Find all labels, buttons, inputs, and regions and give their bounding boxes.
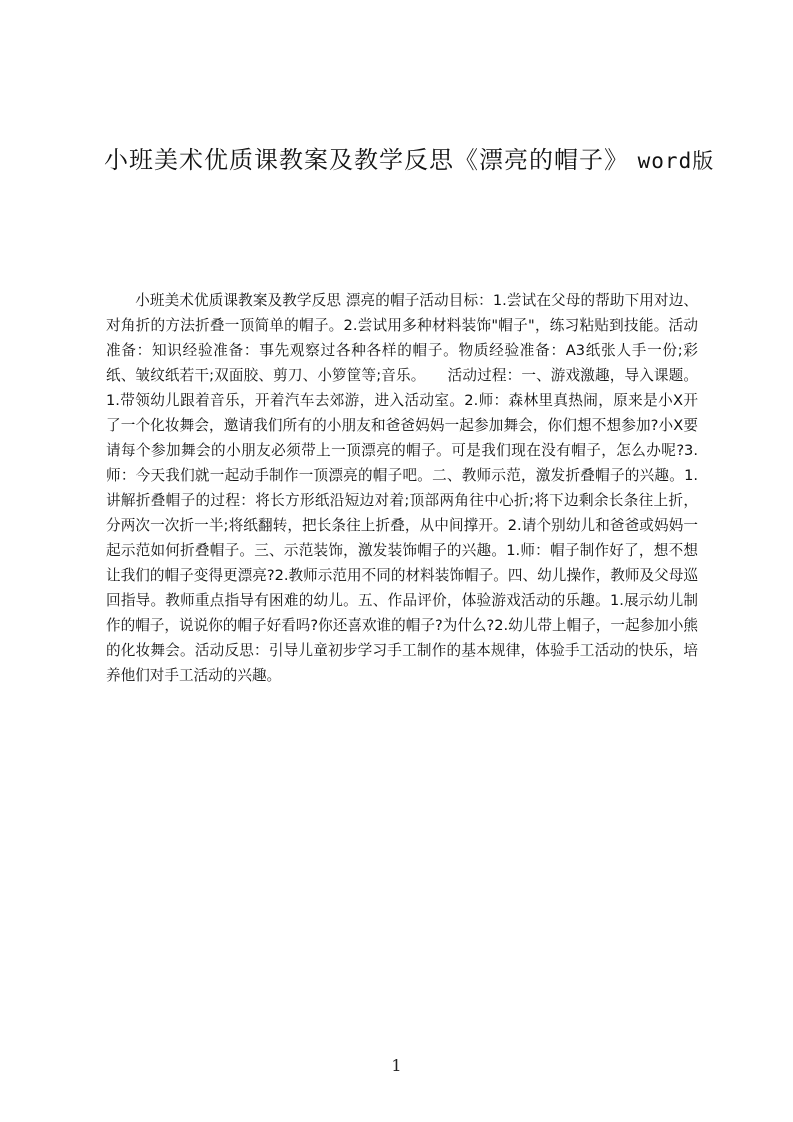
- document-title: [104, 140, 744, 175]
- document-title-suffix: word版: [637, 149, 715, 173]
- document-body-paragraph: 小班美术优质课教案及教学反思 漂亮的帽子活动目标：1.尝试在父母的帮助下用对边、对角折的方法折叠一顶简单的帽子。2.尝试用多种材料装饰"帽子"，练习粘贴到技能。活动准备：知识经验准备：事先观察过各种各样的帽子。物质经验准备：A3纸张人手一份;彩纸、皱纹纸若干;双面胶、剪刀、小箩筐等;音乐。 活动过程：一、游戏激趣，导入课题。1.带领幼儿跟着音乐，开着汽车去郊游，进入活动室。2.师：森林里真热闹，原来是小X开了一个化妆舞会，邀请我们所有的小朋友和爸爸妈妈一起参加舞会，你们想不想参加?小X要请每个参加舞会的小朋友必须带上一顶漂亮的帽子。可是我们现在没有帽子，怎么办呢?3.师：今天我们就一起动手制作一顶漂亮的帽子吧。二、教师示范，激发折叠帽子的兴趣。1.讲解折叠帽子的过程：将长方形纸沿短边对着;顶部两角往中心折;将下边剩余长条往上折，分两次一次折一半;将纸翻转，把长条往上折叠，从中间撑开。2.请个别幼儿和爸爸或妈妈一起示范如何折叠帽子。三、示范装饰，激发装饰帽子的兴趣。1.师：帽子制作好了，想不想让我们的帽子变得更漂亮?2.教师示范用不同的材料装饰帽子。四、幼儿操作，教师及父母巡回指导。教师重点指导有困难的幼儿。五、作品评价，体验游戏活动的乐趣。1.展示幼儿制作的帽子，说说你的帽子好看吗?你还喜欢谁的帽子?为什么?2.幼儿带上帽子，一起参加小熊的化妆舞会。活动反思：引导儿童初步学习手工制作的基本规律，体验手工活动的快乐，培养他们对手工活动的兴趣。: [106, 292, 698, 684]
- page-number: 1: [391, 1056, 402, 1075]
- document-title-text: 小班美术优质课教案及教学反思《漂亮的帽子》: [104, 146, 629, 174]
